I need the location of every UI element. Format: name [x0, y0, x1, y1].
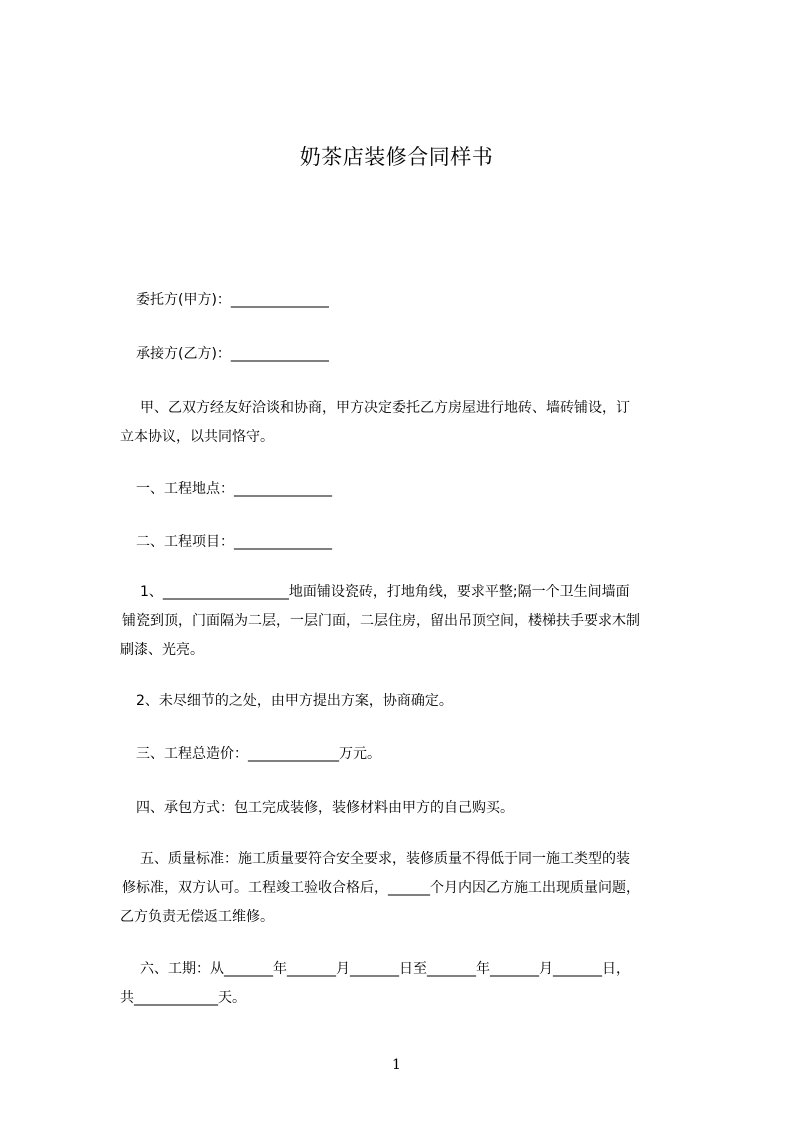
text-line: 三、工程总造价：_____________万元。	[136, 746, 381, 762]
text-line: 五、质量标准：施工质量要符合安全要求，装修质量不得低于同一施工类型的装	[140, 851, 630, 867]
text-line: 六、工期：从_______年_______月_______日至_______年_______月_______日，	[140, 961, 630, 977]
text-line: 四、承包方式：包工完成装修，装修材料由甲方的自己购买。	[136, 800, 514, 816]
text-line: 二、工程项目：______________	[136, 534, 332, 550]
section-location	[120, 475, 700, 504]
text-line: 2、未尽细节的之处，由甲方提出方案，协商确定。	[136, 693, 453, 709]
page-title: 奶茶店装修合同样书	[299, 145, 494, 169]
text-line: 1、__________________地面铺设瓷砖，打地角线，要求平整;隔一个卫生间墙面	[140, 584, 630, 600]
text-line: 一、工程地点：______________	[136, 481, 332, 497]
text-line: 修标准，双方认可。工程竣工验收合格后，______个月内因乙方施工出现质量问题，	[122, 880, 640, 896]
text-line: 甲、乙双方经友好洽谈和协商，甲方决定委托乙方房屋进行地砖、墙砖铺设，订	[140, 400, 630, 416]
text-line: 立本协议，以共同恪守。	[120, 429, 274, 445]
section-items	[120, 528, 700, 557]
text-line: 乙方负责无偿返工维修。	[120, 909, 274, 925]
text-line: 承接方(乙方)：______________	[136, 346, 329, 362]
section-cost	[120, 740, 700, 769]
text-line: 共____________天。	[120, 990, 246, 1006]
item-1-paragraph	[120, 578, 700, 665]
text-line: 委托方(甲方)：______________	[136, 292, 329, 308]
intro-paragraph	[120, 394, 700, 452]
party-a-line	[120, 286, 700, 315]
party-b-line	[120, 340, 700, 369]
item-2-paragraph	[120, 687, 700, 716]
section-schedule	[120, 955, 700, 1013]
text-line: 刷漆、光亮。	[120, 642, 204, 658]
page-number: 1	[392, 1057, 401, 1073]
section-contract-method	[120, 794, 700, 823]
section-quality	[120, 845, 700, 932]
text-line: 铺瓷到顶，门面隔为二层，一层门面，二层住房，留出吊顶空间，楼梯扶手要求木制	[122, 613, 640, 629]
